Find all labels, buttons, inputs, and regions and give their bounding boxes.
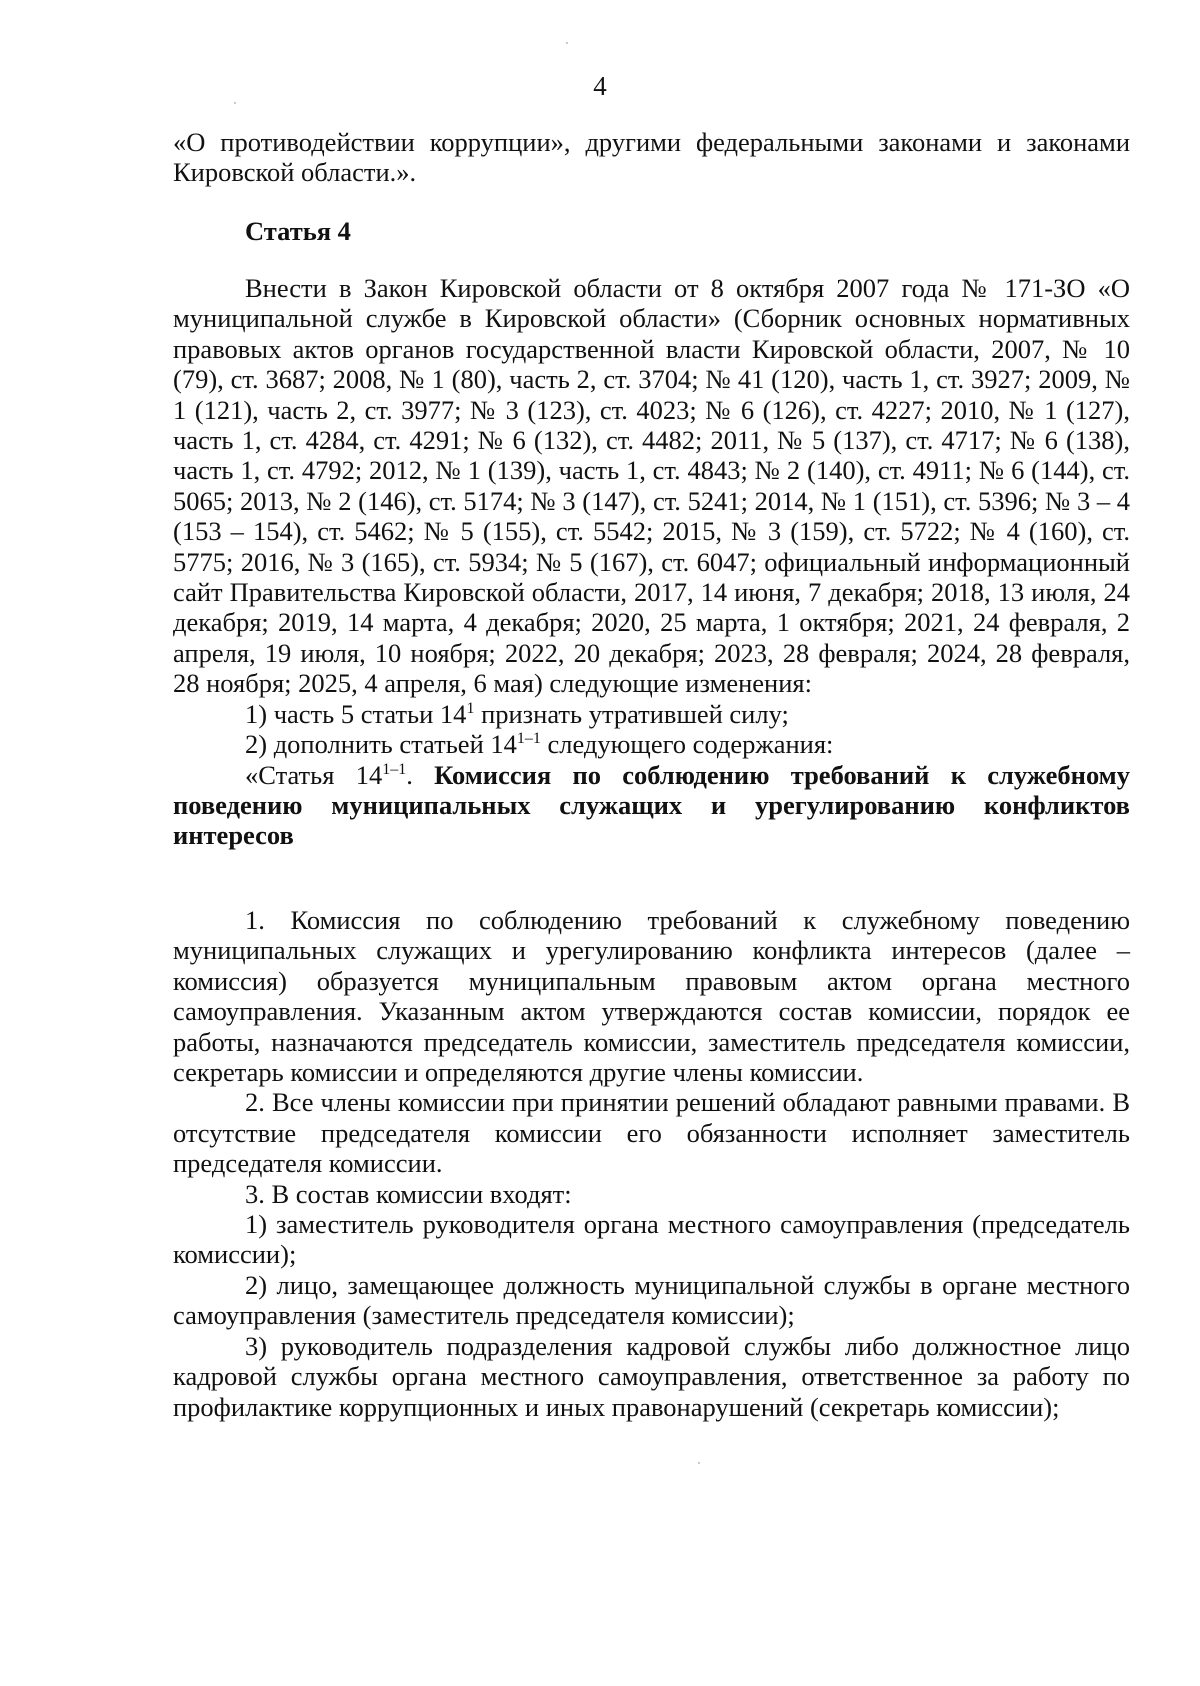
- new-article-paragraph-1: 1. Комиссия по соблюдению требований к служебному поведению муниципальных служащих и урегулированию конфликта интересов (далее – комиссия) образуется муниципальным правовым актом органа местного самоуправления. Указанным актом утверждаются состав комиссии, порядок ее работы, назначаются председатель комиссии, заместитель председателя комиссии, секретарь комиссии и определяются другие члены комиссии.: [173, 905, 1130, 1088]
- new-article-body-block: [173, 905, 1130, 1422]
- intro-block: [173, 127, 1130, 188]
- amendment-item-1-superscript: 1: [466, 699, 475, 717]
- amendment-item-2-text-after: следующего содержания:: [540, 729, 834, 760]
- composition-item-2: 2) лицо, замещающее должность муниципальной службы в органе местного самоуправления (заместитель председателя комиссии);: [173, 1269, 1130, 1331]
- article-4-heading-block: [173, 216, 1130, 246]
- new-article-paragraph-3: 3. В состав комиссии входят:: [245, 1178, 572, 1209]
- amendment-item-2-text-before: 2) дополнить статьей 14: [245, 729, 517, 760]
- new-article-paragraph-2: 2. Все члены комиссии при принятии решений обладают равными правами. В отсутствие председателя комиссии его обязанности исполняет заместитель председателя комиссии.: [173, 1087, 1130, 1179]
- page-number: 4: [593, 71, 607, 101]
- amendment-item-1-text-after: признать утратившей силу;: [474, 698, 789, 729]
- article-4-body: Внести в Закон Кировской области от 8 октября 2007 года № 171-ЗО «О муниципальной службе в Кировской области» (Сборник основных нормативных правовых актов органов государственной власти Кировской области, 2007, № 10 (79), ст. 3687; 2008, № 1 (80), часть 2, ст. 3704; № 41 (120), часть 1, ст. 3927; 2009, № 1 (121), часть 2, ст. 3977; № 3 (123), ст. 4023; № 6 (126), ст. 4227; 2010, № 1 (127), часть 1, ст. 4284, ст. 4291; № 6 (132), ст. 4482; 2011, № 5 (137), ст. 4717; № 6 (138), часть 1, ст. 4792; 2012, № 1 (139), часть 1, ст. 4843; № 2 (140), ст. 4911; № 6 (144), ст. 5065; 2013, № 2 (146), ст. 5174; № 3 (147), ст. 5241; 2014, № 1 (151), ст. 5396; № 3 – 4 (153 – 154), ст. 5462; № 5 (155), ст. 5542; 2015, № 3 (159), ст. 5722; № 4 (160), ст. 5775; 2016, № 3 (165), ст. 5934; № 5 (167), ст. 6047; официальный информационный сайт Правительства Кировской области, 2017, 14 июня, 7 декабря; 2018, 13 июля, 24 декабря; 2019, 14 марта, 4 декабря; 2020, 25 марта, 1 октября; 2021, 24 февраля, 2 апреля, 19 июля, 10 ноября; 2022, 20 декабря; 2023, 28 февраля; 2024, 28 февраля, 28 ноября; 2025, 4 апреля, 6 мая) следующие изменения:: [173, 273, 1130, 699]
- scan-speck: [698, 1462, 700, 1464]
- amendment-item-1: [173, 699, 1130, 729]
- composition-item-1: 1) заместитель руководителя органа местного самоуправления (председатель комиссии);: [173, 1209, 1130, 1270]
- new-article-prefix: «Статья 14: [245, 759, 383, 790]
- new-article-prefix-dot: .: [406, 759, 413, 790]
- composition-item-3: 3) руководитель подразделения кадровой службы либо должностное лицо кадровой службы органа местного самоуправления, ответственное за работу по профилактике коррупционных и иных правонарушений (секретарь комиссии);: [173, 1330, 1130, 1422]
- intro-paragraph: «О противодействии коррупции», другими федеральными законами и законами Кировской области.».: [173, 127, 1130, 188]
- amendment-item-1-text-before: 1) часть 5 статьи 14: [245, 698, 467, 729]
- new-article-title: [173, 760, 1130, 851]
- amendment-item-2-superscript: 1–1: [516, 730, 541, 748]
- new-article-prefix-superscript: 1–1: [382, 760, 407, 778]
- amendment-item-2: [173, 729, 1130, 759]
- new-article-title-text: Комиссия по соблюдению требований к служебному поведению муниципальных служащих и урегулированию конфликтов интересов: [173, 759, 1130, 851]
- article-4-heading: Статья 4: [245, 216, 351, 246]
- article-4-body-block: [173, 273, 1130, 851]
- scan-speck: [566, 42, 568, 44]
- scan-speck: [234, 102, 236, 104]
